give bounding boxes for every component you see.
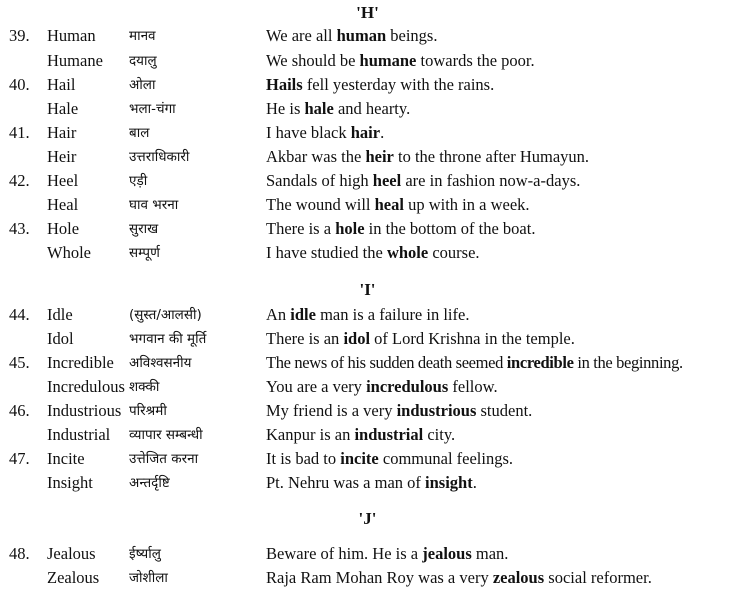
english-word: Industrious bbox=[47, 401, 122, 420]
entry-number: 39. bbox=[9, 26, 30, 45]
entry-number: 47. bbox=[9, 449, 30, 468]
hindi-meaning: अविश्वसनीय bbox=[129, 355, 192, 371]
entry-number: 46. bbox=[9, 401, 30, 420]
hindi-meaning: अन्तर्दृष्टि bbox=[129, 475, 170, 491]
highlighted-word: heal bbox=[374, 195, 404, 214]
entry-row bbox=[0, 424, 735, 448]
english-word: Zealous bbox=[47, 568, 100, 587]
example-sentence bbox=[266, 242, 480, 264]
english-word: Humane bbox=[47, 51, 103, 70]
entry-row bbox=[0, 328, 735, 352]
entry-row bbox=[0, 352, 735, 376]
sentence-text-after: social reformer. bbox=[544, 568, 652, 587]
entry-row bbox=[0, 170, 735, 194]
entry-number: 44. bbox=[9, 305, 30, 324]
hindi-meaning: मानव bbox=[129, 28, 156, 44]
example-sentence bbox=[266, 448, 513, 470]
entry-row bbox=[0, 448, 735, 472]
entry-row bbox=[0, 50, 735, 74]
entry-row bbox=[0, 376, 735, 400]
sentence-text-after: up with in a week. bbox=[403, 195, 530, 214]
hindi-meaning: व्यापार सम्बन्धी bbox=[129, 427, 203, 443]
example-sentence bbox=[266, 567, 652, 589]
sentence-text-after: . bbox=[472, 473, 477, 492]
highlighted-word: industrial bbox=[354, 425, 424, 444]
example-sentence bbox=[266, 218, 535, 240]
highlighted-word: jealous bbox=[422, 544, 472, 563]
sentence-text-after: communal feelings. bbox=[378, 449, 514, 468]
entry-row bbox=[0, 472, 735, 496]
highlighted-word: hale bbox=[304, 99, 334, 118]
english-word: Idol bbox=[47, 329, 74, 348]
entry-number: 41. bbox=[9, 123, 30, 142]
example-sentence bbox=[266, 304, 469, 326]
entry-row bbox=[0, 98, 735, 122]
entry-row bbox=[0, 567, 735, 591]
section-heading: 'I' bbox=[359, 280, 376, 299]
example-sentence bbox=[266, 376, 498, 398]
sentence-text-before: Beware of him. He is a bbox=[266, 544, 423, 563]
sentence-text-before: It is bad to bbox=[266, 449, 341, 468]
highlighted-word: idol bbox=[343, 329, 371, 348]
example-sentence bbox=[266, 328, 575, 350]
sentence-text-before: Akbar was the bbox=[266, 147, 366, 166]
sentence-text-after: in the bottom of the boat. bbox=[364, 219, 536, 238]
example-sentence bbox=[266, 25, 437, 47]
entry-row bbox=[0, 218, 735, 242]
example-sentence bbox=[266, 146, 589, 168]
hindi-meaning: सुराख bbox=[129, 221, 159, 237]
english-word: Heal bbox=[47, 195, 79, 214]
example-sentence bbox=[266, 122, 384, 144]
entry-number: 40. bbox=[9, 75, 30, 94]
sentence-text-before: You are a very bbox=[266, 377, 367, 396]
english-word: Insight bbox=[47, 473, 93, 492]
english-word: Incredible bbox=[47, 353, 114, 372]
hindi-meaning: एड़ी bbox=[129, 173, 148, 189]
entry-row bbox=[0, 74, 735, 98]
english-word: Incredulous bbox=[47, 377, 125, 396]
sentence-text-after: man is a failure in life. bbox=[315, 305, 470, 324]
hindi-meaning: ओला bbox=[129, 77, 156, 93]
sentence-text-before: Raja Ram Mohan Roy was a very bbox=[266, 568, 493, 587]
example-sentence bbox=[266, 472, 477, 494]
entry-row bbox=[0, 194, 735, 218]
hindi-meaning: दयालु bbox=[129, 53, 157, 69]
highlighted-word: incredulous bbox=[366, 377, 449, 396]
hindi-meaning: सम्पूर्ण bbox=[129, 245, 160, 261]
entry-number: 48. bbox=[9, 544, 30, 563]
highlighted-word: zealous bbox=[492, 568, 545, 587]
english-word: Hail bbox=[47, 75, 76, 94]
highlighted-word: hair bbox=[350, 123, 381, 142]
section-heading: 'J' bbox=[358, 509, 377, 528]
hindi-meaning: भला-चंगा bbox=[129, 101, 176, 117]
hindi-meaning: घाव भरना bbox=[129, 197, 179, 213]
highlighted-word: heel bbox=[372, 171, 402, 190]
sentence-text-before: The wound will bbox=[266, 195, 375, 214]
hindi-meaning: शक्की bbox=[129, 379, 160, 395]
english-word: Hole bbox=[47, 219, 80, 238]
sentence-text-before: An bbox=[266, 305, 291, 324]
entry-row bbox=[0, 242, 735, 266]
sentence-text-before: Sandals of high bbox=[266, 171, 373, 190]
hindi-meaning: (सुस्त/आलसी) bbox=[129, 307, 202, 323]
sentence-text-after: towards the poor. bbox=[416, 51, 535, 70]
entry-row bbox=[0, 122, 735, 146]
english-word: Heir bbox=[47, 147, 77, 166]
sentence-text-before: Pt. Nehru was a man of bbox=[266, 473, 426, 492]
hindi-meaning: परिश्रमी bbox=[129, 403, 167, 419]
sentence-text-before: I have black bbox=[266, 123, 351, 142]
sentence-text-after: and hearty. bbox=[333, 99, 411, 118]
english-word: Idle bbox=[47, 305, 73, 324]
entry-row bbox=[0, 25, 735, 49]
entry-row bbox=[0, 543, 735, 567]
highlighted-word: heir bbox=[365, 147, 394, 166]
sentence-text-after: man. bbox=[471, 544, 509, 563]
english-word: Whole bbox=[47, 243, 91, 262]
highlighted-word: insight bbox=[425, 473, 473, 492]
entry-number: 43. bbox=[9, 219, 30, 238]
highlighted-word: incite bbox=[340, 449, 379, 468]
english-word: Human bbox=[47, 26, 96, 45]
sentence-text-after: in the beginning. bbox=[573, 353, 683, 372]
hindi-meaning: जोशीला bbox=[129, 570, 168, 586]
hindi-meaning: भगवान की मूर्ति bbox=[129, 331, 207, 347]
example-sentence bbox=[266, 50, 535, 72]
entry-row bbox=[0, 146, 735, 170]
highlighted-word: idle bbox=[290, 305, 316, 324]
highlighted-word: incredible bbox=[506, 353, 574, 372]
sentence-text-before: I have studied the bbox=[266, 243, 387, 262]
english-word: Industrial bbox=[47, 425, 111, 444]
sentence-text-after: beings. bbox=[386, 26, 438, 45]
sentence-text-before: My friend is a very bbox=[266, 401, 397, 420]
english-word: Heel bbox=[47, 171, 79, 190]
entry-row bbox=[0, 304, 735, 328]
sentence-text-after: student. bbox=[476, 401, 533, 420]
example-sentence bbox=[266, 543, 508, 565]
english-word: Jealous bbox=[47, 544, 96, 563]
english-word: Hair bbox=[47, 123, 77, 142]
example-sentence bbox=[266, 98, 410, 120]
sentence-text-before: We are all bbox=[266, 26, 337, 45]
example-sentence bbox=[266, 400, 532, 422]
sentence-text-before: The news of his sudden death seemed bbox=[266, 353, 507, 372]
sentence-text-before: Kanpur is an bbox=[266, 425, 355, 444]
entry-number: 42. bbox=[9, 171, 30, 190]
english-word: Incite bbox=[47, 449, 85, 468]
sentence-text-after: are in fashion now-a-days. bbox=[401, 171, 581, 190]
sentence-text-before: We should be bbox=[266, 51, 360, 70]
sentence-text-after: course. bbox=[428, 243, 480, 262]
sentence-text-after: of Lord Krishna in the temple. bbox=[370, 329, 575, 348]
example-sentence bbox=[266, 424, 455, 446]
sentence-text-after: to the throne after Humayun. bbox=[393, 147, 590, 166]
hindi-meaning: उत्तेजित करना bbox=[129, 451, 199, 467]
highlighted-word: humane bbox=[359, 51, 417, 70]
hindi-meaning: ईर्ष्यालु bbox=[129, 546, 161, 562]
sentence-text-after: fellow. bbox=[448, 377, 498, 396]
highlighted-word: hole bbox=[335, 219, 365, 238]
sentence-text-before: There is a bbox=[266, 219, 336, 238]
section-heading: 'H' bbox=[356, 3, 379, 22]
example-sentence bbox=[266, 74, 494, 96]
english-word: Hale bbox=[47, 99, 79, 118]
entry-number: 45. bbox=[9, 353, 30, 372]
sentence-text-after: fell yesterday with the rains. bbox=[302, 75, 495, 94]
highlighted-word: human bbox=[336, 26, 387, 45]
hindi-meaning: उत्तराधिकारी bbox=[129, 149, 190, 165]
highlighted-word: industrious bbox=[396, 401, 477, 420]
highlighted-word: whole bbox=[386, 243, 429, 262]
sentence-text-after: city. bbox=[423, 425, 456, 444]
entry-row bbox=[0, 400, 735, 424]
highlighted-word: Hails bbox=[266, 75, 303, 94]
example-sentence bbox=[266, 352, 683, 374]
sentence-text-before: There is an bbox=[266, 329, 344, 348]
sentence-text-after: . bbox=[380, 123, 385, 142]
example-sentence bbox=[266, 194, 530, 216]
hindi-meaning: बाल bbox=[129, 125, 150, 141]
example-sentence bbox=[266, 170, 580, 192]
sentence-text-before: He is bbox=[266, 99, 305, 118]
